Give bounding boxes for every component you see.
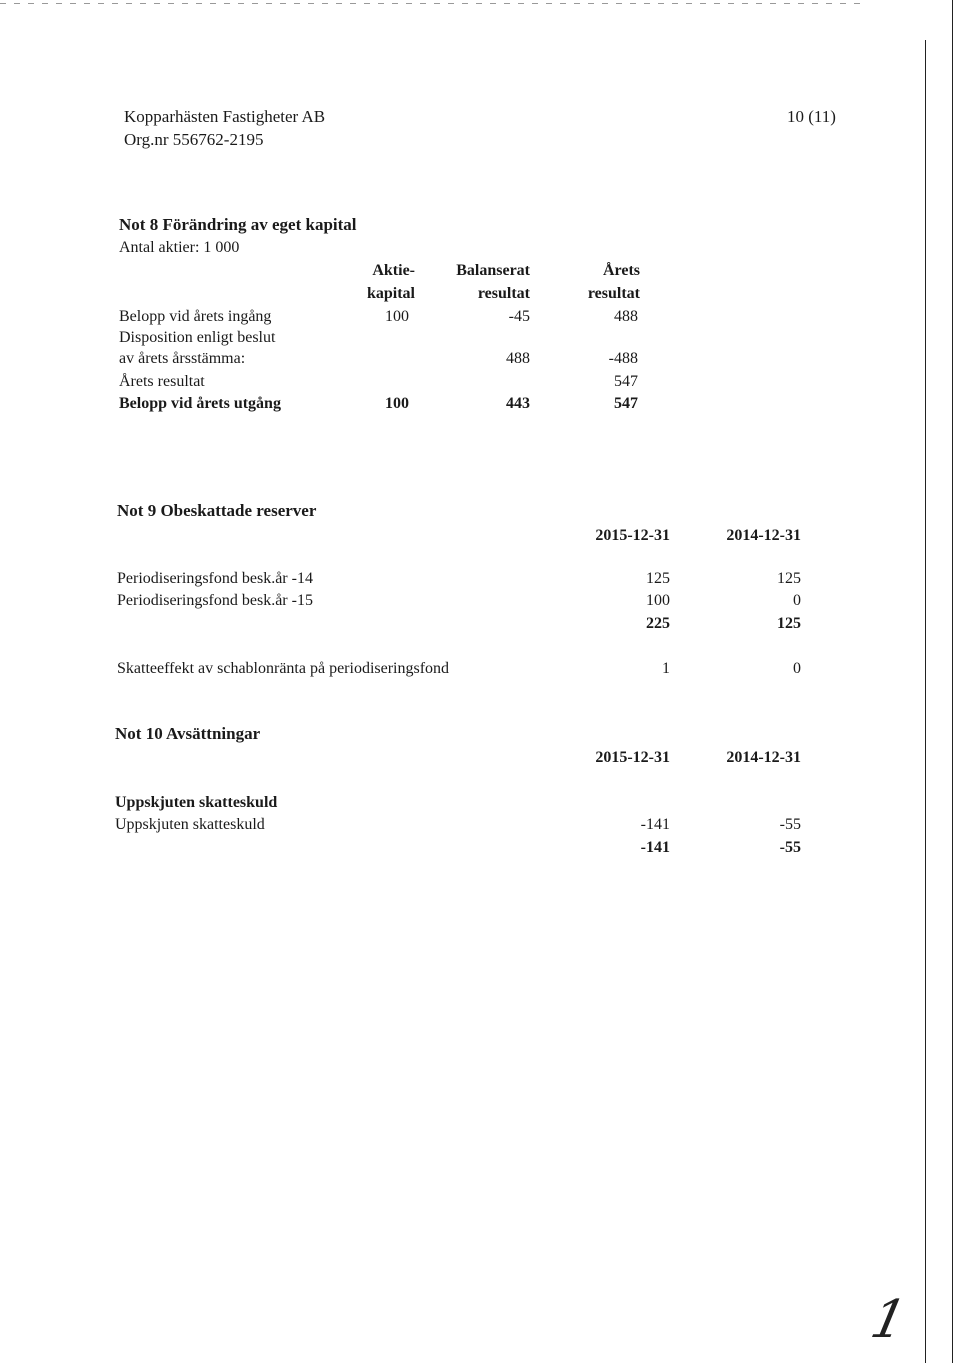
note8-total-label: Belopp vid årets utgång	[119, 395, 281, 412]
note9-total-value: 125	[777, 615, 801, 632]
note9-title: Not 9 Obeskattade reserver	[117, 501, 317, 520]
note10-row-value: -141	[640, 816, 670, 833]
note8-row-value: 488	[506, 350, 530, 367]
note8-row-label: Årets resultat	[119, 373, 205, 390]
note9-col2-header: 2014-12-31	[726, 527, 801, 544]
note9-row-label: Periodiseringsfond besk.år -14	[117, 570, 313, 587]
note10-row-value: -55	[779, 816, 801, 833]
note9-row-value: 100	[646, 592, 670, 609]
note10-total-value: -141	[640, 839, 670, 856]
note8-total-value: 443	[506, 395, 530, 412]
note10-col1-header: 2015-12-31	[595, 749, 670, 766]
note8-row-label: Disposition enligt beslut	[119, 329, 276, 346]
note9-tax-value: 1	[662, 660, 670, 677]
note10-subheading: Uppskjuten skatteskuld	[115, 794, 278, 811]
note8-row-value: 488	[614, 308, 638, 325]
note8-row-value: -45	[508, 308, 530, 325]
note9-row-value: 125	[646, 570, 670, 587]
org-number: Org.nr 556762-2195	[124, 130, 264, 149]
note10-title: Not 10 Avsättningar	[115, 724, 261, 743]
note8-row-value: -488	[608, 350, 638, 367]
note8-col2-header-line1: Balanserat	[456, 262, 530, 279]
page-number: 10 (11)	[787, 107, 836, 126]
note9-total-value: 225	[646, 615, 670, 632]
note8-shares: Antal aktier: 1 000	[119, 239, 240, 256]
note8-row-value: 547	[614, 373, 638, 390]
right-margin-line	[925, 40, 926, 1363]
note9-row-value: 0	[793, 592, 801, 609]
handwritten-mark: 1	[865, 1290, 912, 1350]
right-edge-line	[952, 0, 953, 1363]
note8-total-value: 100	[385, 395, 409, 412]
note8-total-value: 547	[614, 395, 638, 412]
note10-row-label: Uppskjuten skatteskuld	[115, 816, 265, 833]
note8-row-value: 100	[385, 308, 409, 325]
top-scan-artifact	[0, 3, 860, 4]
company-name: Kopparhästen Fastigheter AB	[124, 107, 326, 126]
note10-col2-header: 2014-12-31	[726, 749, 801, 766]
note9-col1-header: 2015-12-31	[595, 527, 670, 544]
note8-row-label: Belopp vid årets ingång	[119, 308, 272, 325]
note8-col2-header-line2: resultat	[477, 285, 530, 302]
note9-row-label: Periodiseringsfond besk.år -15	[117, 592, 313, 609]
note10-total-value: -55	[779, 839, 801, 856]
note8-title: Not 8 Förändring av eget kapital	[119, 215, 357, 234]
note8-col1-header-line1: Aktie-	[372, 262, 415, 279]
note8-row-label: av årets årsstämma:	[119, 350, 246, 367]
note9-row-value: 125	[777, 570, 801, 587]
note8-col3-header-line2: resultat	[587, 285, 640, 302]
note8-col3-header-line1: Årets	[602, 262, 640, 279]
note9-tax-value: 0	[793, 660, 801, 677]
note9-tax-label: Skatteeffekt av schablonränta på periodiseringsfond	[117, 660, 450, 677]
note8-col1-header-line2: kapital	[366, 285, 415, 302]
